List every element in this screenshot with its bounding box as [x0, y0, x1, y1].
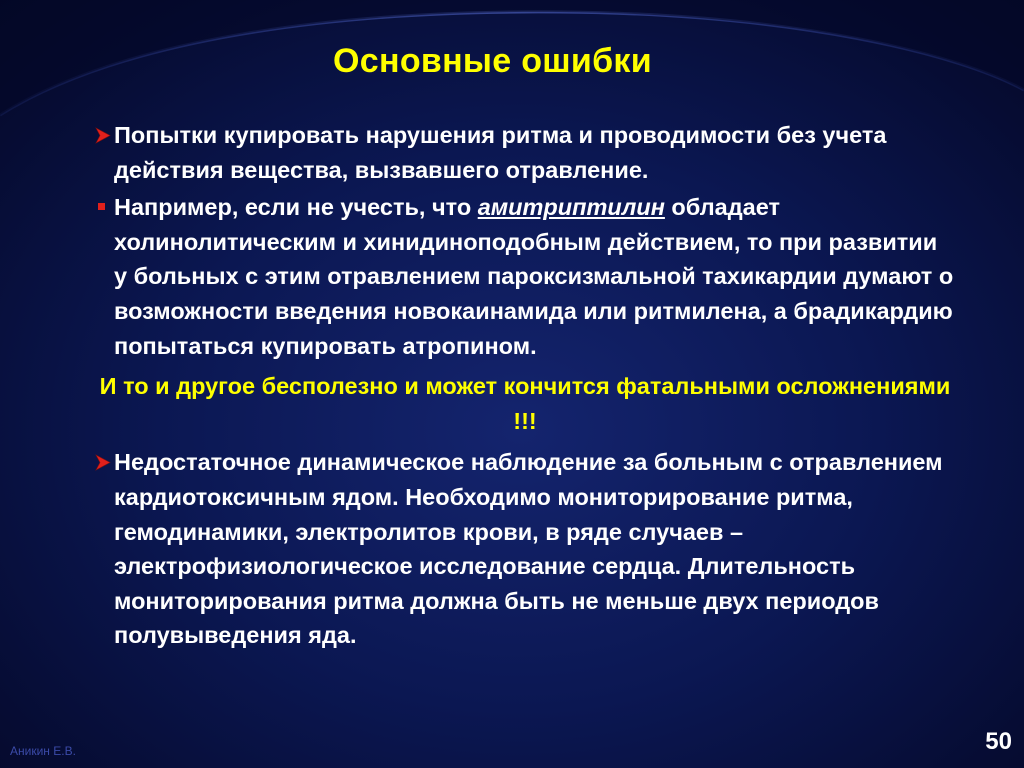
- bullet-item-1: [95, 118, 955, 187]
- arrow-bullet-icon: [95, 127, 111, 144]
- warning-text: И то и другое бесполезно и может кончится фатальными осложнениями !!!: [99, 373, 951, 434]
- drug-name-emphasis: амитриптилин: [477, 194, 665, 221]
- bullet-item-3: [95, 445, 955, 653]
- square-bullet-icon: [98, 203, 105, 210]
- bullet-item-2: [95, 190, 955, 363]
- bullet-2-suffix: обладает холинолитическим и хинидиноподобным действием, то при развитии у больных с этим отравлением пароксизмальной тахикардии думают о возможности введения новокаинамида или ритмилена, а брадикардию попытаться купировать атропином.: [114, 194, 954, 359]
- bullet-2-prefix: Например, если не учесть, что: [114, 194, 478, 221]
- page-number: 50: [985, 728, 1012, 755]
- bullet-3-text: Недостаточное динамическое наблюдение за больным с отравлением кардиотоксичным ядом. Необходимо мониторирование ритма, гемодинамики, электролитов крови, в ряде случаев – электрофизиологическое исследование сердца. Длительность мониторирования ритма должна быть не меньше двух периодов полувыведения яда.: [114, 449, 943, 649]
- arrow-bullet-icon: [95, 454, 111, 471]
- bullet-1-text: Попытки купировать нарушения ритма и проводимости без учета действия вещества, вызвавшего отравление.: [114, 122, 887, 183]
- author-footer: Аникин Е.В.: [10, 744, 76, 758]
- slide-title: Основные ошибки: [333, 42, 652, 80]
- slide-body: [95, 118, 955, 653]
